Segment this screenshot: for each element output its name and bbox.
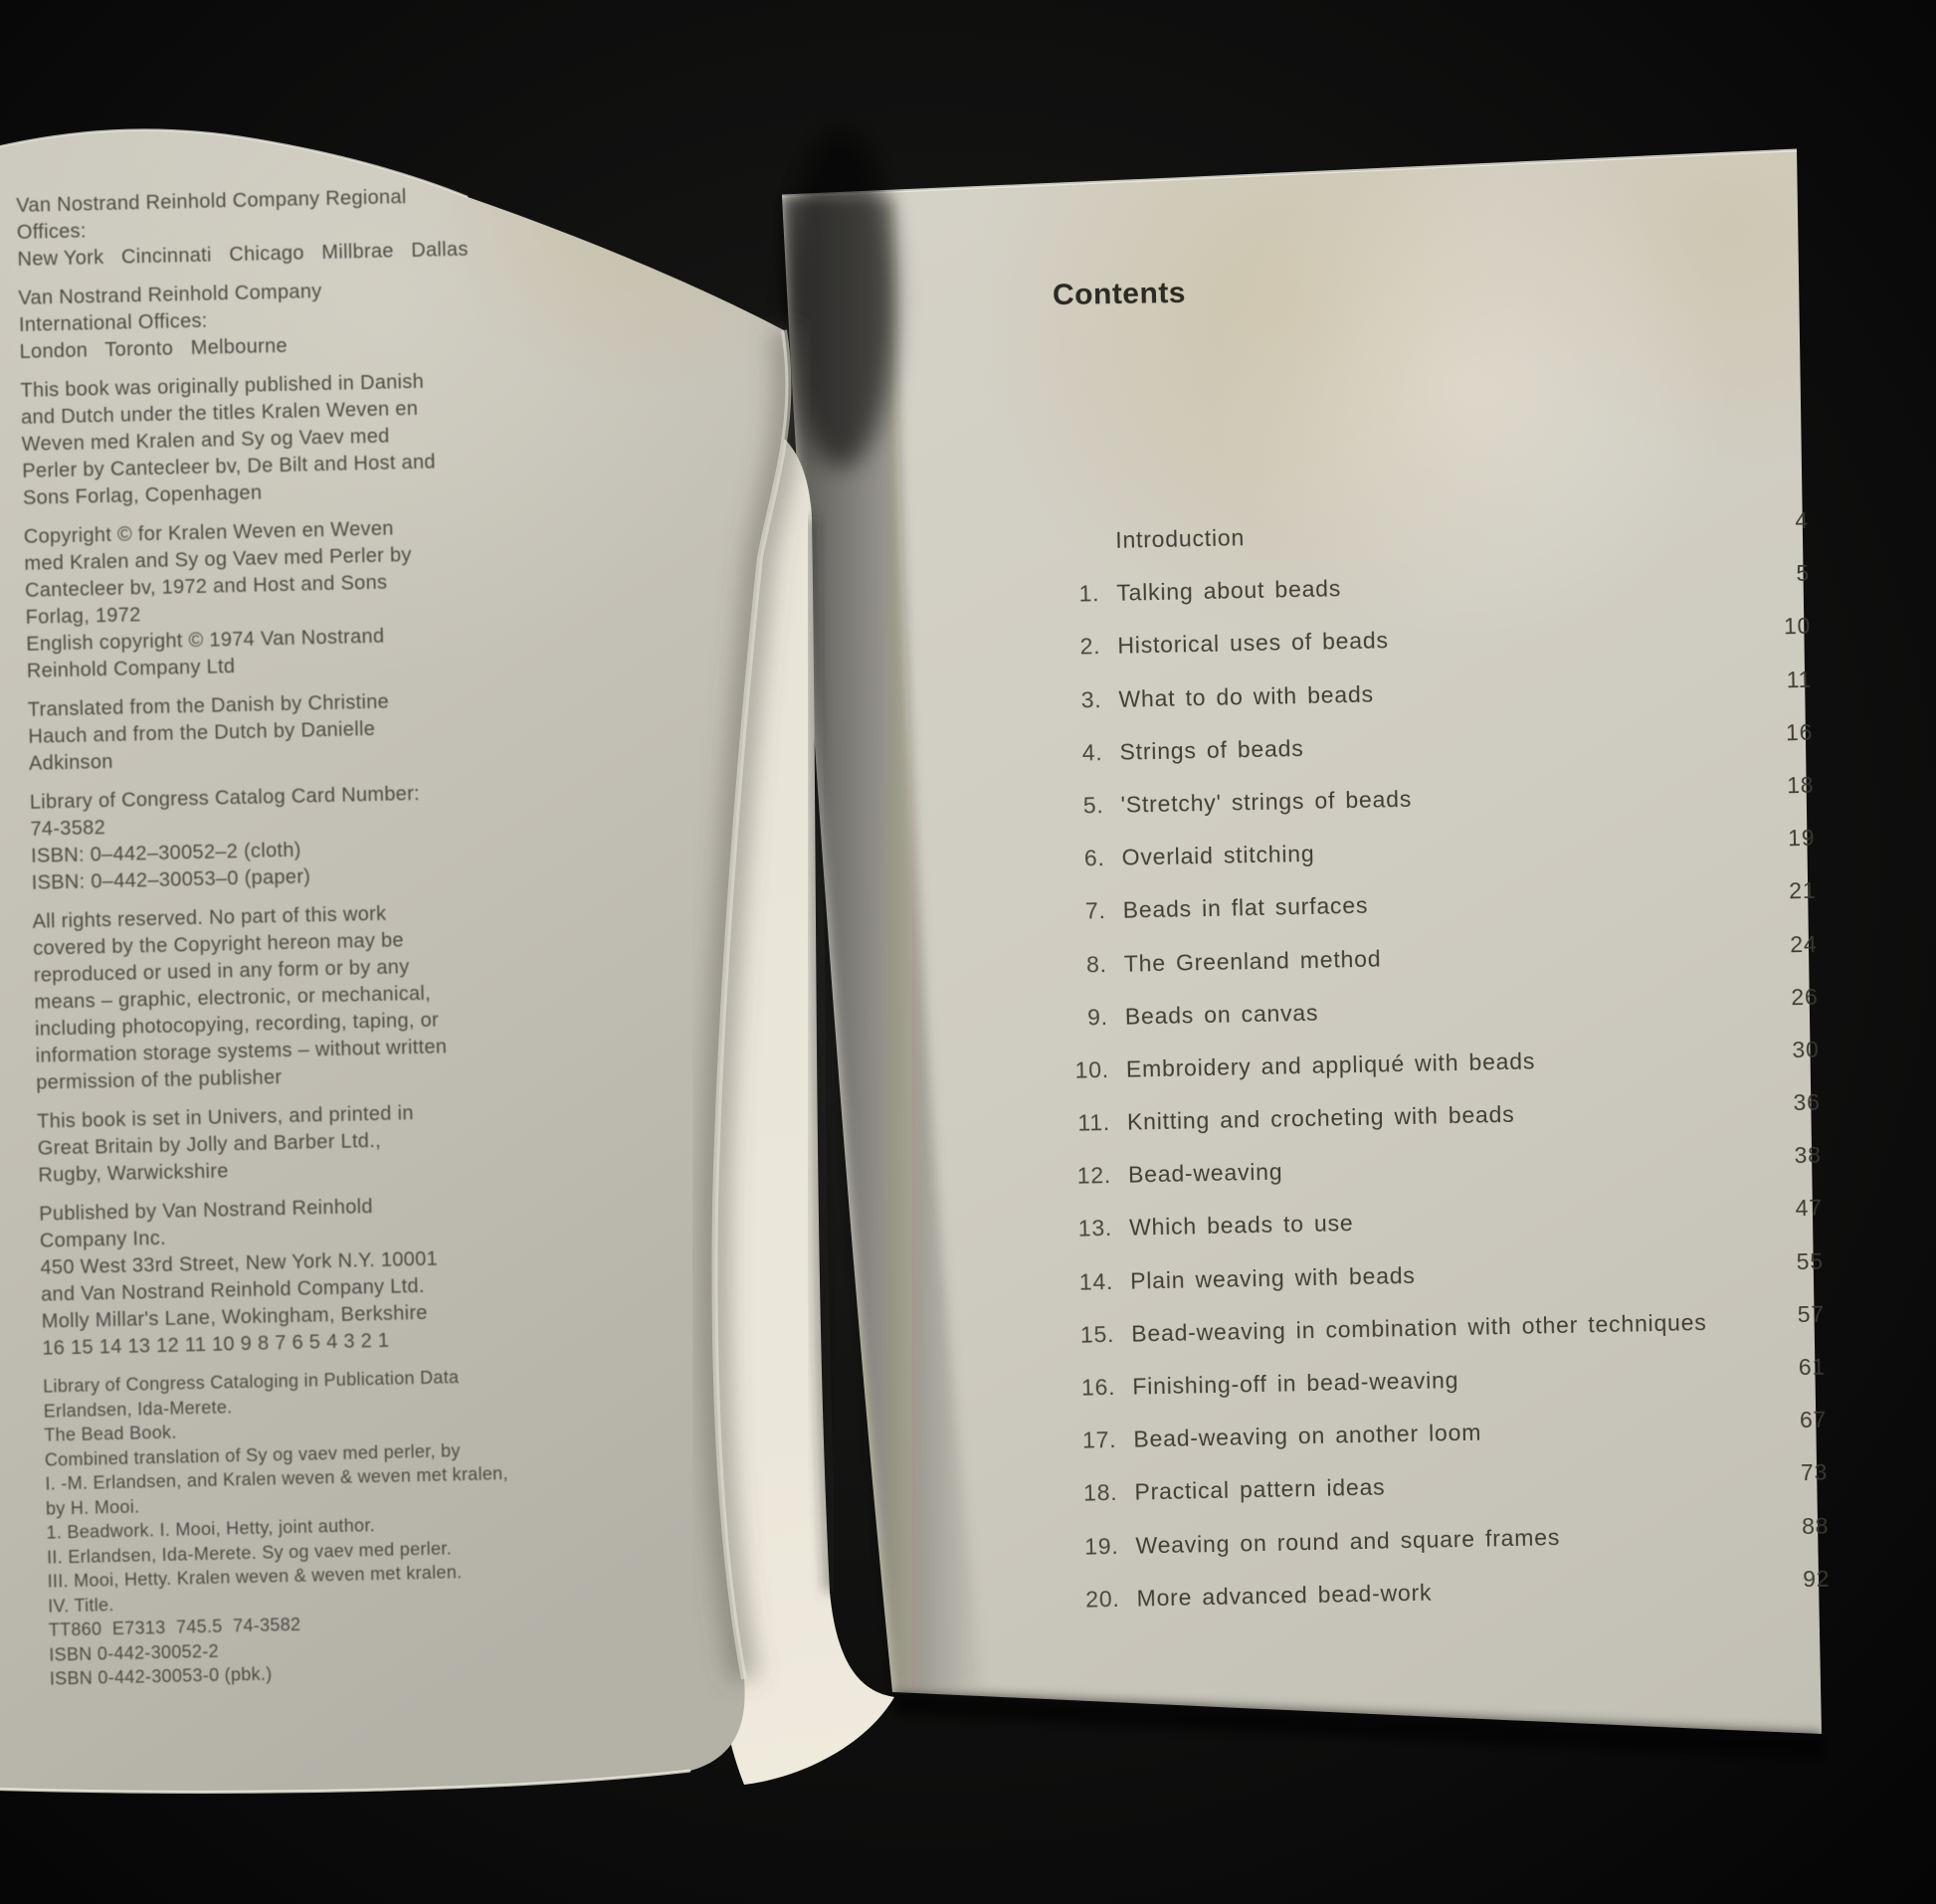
chapter-title: Bead-weaving [1127,1158,1283,1188]
chapter-number: 18. [1082,1479,1118,1507]
copyright-page-text [16,182,547,1703]
text-line: Library of Congress Catalog Card Number: [29,782,421,814]
text-line: Translated from the Danish by Christine [27,690,390,721]
chapter-number: 13. [1077,1215,1113,1242]
text-line: III. Mooi, Hetty. Kralen weven & weven met kralen. [47,1562,463,1592]
text-line: London Toronto Melbourne [19,334,289,363]
text-line: Weven med Kralen and Sy og Vaev med [21,425,390,456]
text-line: means – graphic, electronic, or mechanical, [34,982,432,1014]
chapter-title: Strings of beads [1119,734,1304,765]
chapter-number: 14. [1078,1267,1114,1295]
chapter-number: 15. [1079,1320,1115,1348]
text-line: II. Erlandsen, Ida-Merete. Sy og vaev med perler. [46,1537,453,1568]
chapter-title: Bead-weaving on another loom [1133,1419,1482,1452]
chapter-title: Plain weaving with beads [1129,1261,1416,1294]
page-number: 67 [1799,1406,1828,1433]
text-line: The Bead Book. [44,1422,177,1445]
text-line: information storage systems – without written [35,1036,448,1067]
text-line: Reinhold Company Ltd [26,656,236,682]
chapter-title: Overlaid stitching [1121,840,1315,870]
text-line: Van Nostrand Reinhold Company [18,281,322,309]
page-number: 73 [1800,1459,1829,1486]
text-line: 16 15 14 13 12 11 10 9 8 7 6 5 4 3 2 1 [42,1329,390,1360]
text-line: Cantecleer bv, 1972 and Host and Sons [24,571,388,602]
chapter-title: Knitting and crocheting with beads [1126,1100,1515,1135]
page-number: 61 [1798,1353,1827,1381]
page-number: 88 [1801,1512,1830,1539]
text-line: Sons Forlag, Copenhagen [22,481,263,509]
text-line: Adkinson [28,750,113,775]
text-line: Copyright © for Kralen Weven en Weven [23,517,394,548]
page-number: 24 [1790,930,1818,957]
text-line: All rights reserved. No part of this work [32,902,387,933]
chapter-number [1007,548,1098,550]
text-line: ISBN: 0–442–30053–0 (paper) [31,865,311,894]
text-line: Combined translation of Sy og vaev med perler, by [44,1439,461,1470]
page-number: 47 [1795,1195,1824,1222]
text-line: This book is set in Univers, and printed in [36,1102,414,1133]
text-line: 1. Beadwork. I. Mooi, Hetty, joint author. [46,1515,376,1543]
text-line: Published by Van Nostrand Reinhold [39,1196,374,1226]
page-number: 26 [1791,983,1819,1010]
page-number: 10 [1783,613,1812,640]
text-line: and Dutch under the titles Kralen Weven en [20,397,419,429]
chapter-number: 1. [1078,580,1100,607]
chapter-title: Beads on canvas [1124,999,1319,1030]
page-number: 5 [1796,560,1811,587]
text-line: including photocopying, recording, taping, or [34,1009,440,1041]
page-number: 55 [1796,1247,1825,1274]
copyright-paragraph [30,779,529,897]
chapter-number: 16. [1080,1373,1116,1401]
text-line: Great Britain by Jolly and Barber Ltd., [37,1129,382,1160]
chapter-number: 5. [1082,792,1104,819]
copyright-paragraph [32,897,533,1096]
text-line: New York Cincinnati Chicago Millbrae Dallas [17,238,469,271]
copyright-paragraph [20,367,520,512]
text-line: International Offices: [18,309,208,336]
copyright-paragraph [28,686,527,778]
chapter-title: Beads in flat surfaces [1122,892,1369,924]
text-line: ISBN: 0–442–30052–2 (cloth) [30,839,301,867]
text-line: Library of Congress Cataloging in Publication Data [42,1367,460,1397]
chapter-title: Bead-weaving in combination with other techniques [1130,1308,1707,1347]
page-number: 18 [1786,771,1815,799]
chapter-title: Historical uses of beads [1117,627,1389,660]
page-number: 11 [1786,666,1813,692]
text-line: Perler by Cantecleer bv, De Bilt and Host and [22,451,437,482]
chapter-number: 7. [1084,897,1106,924]
page-number: 30 [1792,1036,1820,1063]
text-line: ISBN 0-442-30052-2 [49,1640,220,1665]
chapter-number: 4. [1081,738,1103,766]
text-line: ISBN 0-442-30053-0 (pbk.) [49,1663,273,1689]
text-line: Molly Millar's Lane, Wokingham, Berkshire [41,1301,429,1333]
text-line: I. -M. Erlandsen, and Kralen weven & weven met kralen, [45,1463,508,1494]
chapter-number: 17. [1081,1427,1117,1453]
text-line: reproduced or used in any form or by any [33,956,410,987]
chapter-number: 19. [1083,1532,1119,1560]
page-number: 36 [1793,1088,1821,1116]
page-number: 92 [1802,1565,1831,1592]
text-line: English copyright © 1974 Van Nostrand [26,625,385,656]
copyright-paragraph [18,275,517,366]
text-line: 74-3582 [30,817,106,841]
page-number: 4 [1795,506,1810,534]
copyright-paragraph [39,1190,540,1362]
chapter-number: 6. [1083,845,1105,871]
text-line: Offices: [16,220,87,244]
page-number: 38 [1794,1141,1823,1169]
chapter-title: Introduction [1114,524,1246,553]
page-number: 57 [1797,1300,1826,1328]
contents-heading: Contents [1052,276,1187,312]
copyright-paragraph [16,182,515,274]
chapter-title: 'Stretchy' strings of beads [1120,785,1413,818]
text-line: Company Inc. [39,1227,167,1252]
chapter-title: More advanced bead-work [1136,1579,1433,1612]
copyright-paragraph [24,513,525,685]
text-line: 450 West 33rd Street, New York N.Y. 10001 [40,1247,439,1279]
text-line: permission of the publisher [36,1066,283,1094]
text-line: Erlandsen, Ida-Merete. [43,1396,233,1422]
chapter-number: 8. [1085,950,1108,977]
chapter-title: The Greenland method [1123,945,1382,977]
chapter-title: Which beads to use [1128,1210,1354,1241]
text-line: Forlag, 1972 [25,604,141,629]
page-number: 16 [1785,718,1814,746]
text-line: Rugby, Warwickshire [38,1160,229,1187]
chapter-number: 3. [1080,685,1102,713]
chapter-title: Embroidery and appliqué with beads [1125,1047,1536,1082]
table-of-contents [1007,506,1831,1640]
page-number: 19 [1787,824,1816,852]
chapter-number: 2. [1079,633,1101,660]
chapter-number: 12. [1076,1162,1112,1189]
chapter-title: Weaving on round and square frames [1135,1523,1561,1559]
chapter-number: 9. [1086,1003,1109,1031]
text-line: Van Nostrand Reinhold Company Regional [16,186,407,217]
text-line: This book was originally published in Danish [20,370,425,402]
page-number: 21 [1789,877,1817,904]
chapter-title: Finishing-off in bead-weaving [1132,1367,1459,1400]
gutter-deep-shadow [786,129,895,468]
text-line: covered by the Copyright hereon may be [32,929,405,960]
text-line: TT860 E7313 745.5 74-3582 [48,1614,301,1640]
text-line: med Kralen and Sy og Vaev med Perler by [24,544,412,575]
text-line: Hauch and from the Dutch by Danielle [28,717,376,748]
text-line: IV. Title. [48,1594,114,1617]
text-line: and Van Nostrand Reinhold Company Ltd. [40,1274,426,1306]
copyright-paragraph [37,1097,536,1189]
chapter-title: Practical pattern ideas [1134,1473,1386,1505]
chapter-number: 11. [1077,1109,1111,1136]
chapter-number: 20. [1084,1585,1120,1613]
copyright-paragraph [43,1363,547,1691]
chapter-title: What to do with beads [1118,680,1375,712]
chapter-title: Talking about beads [1116,575,1342,606]
text-line: by H. Mooi. [45,1496,140,1519]
chapter-number: 10. [1074,1055,1110,1083]
